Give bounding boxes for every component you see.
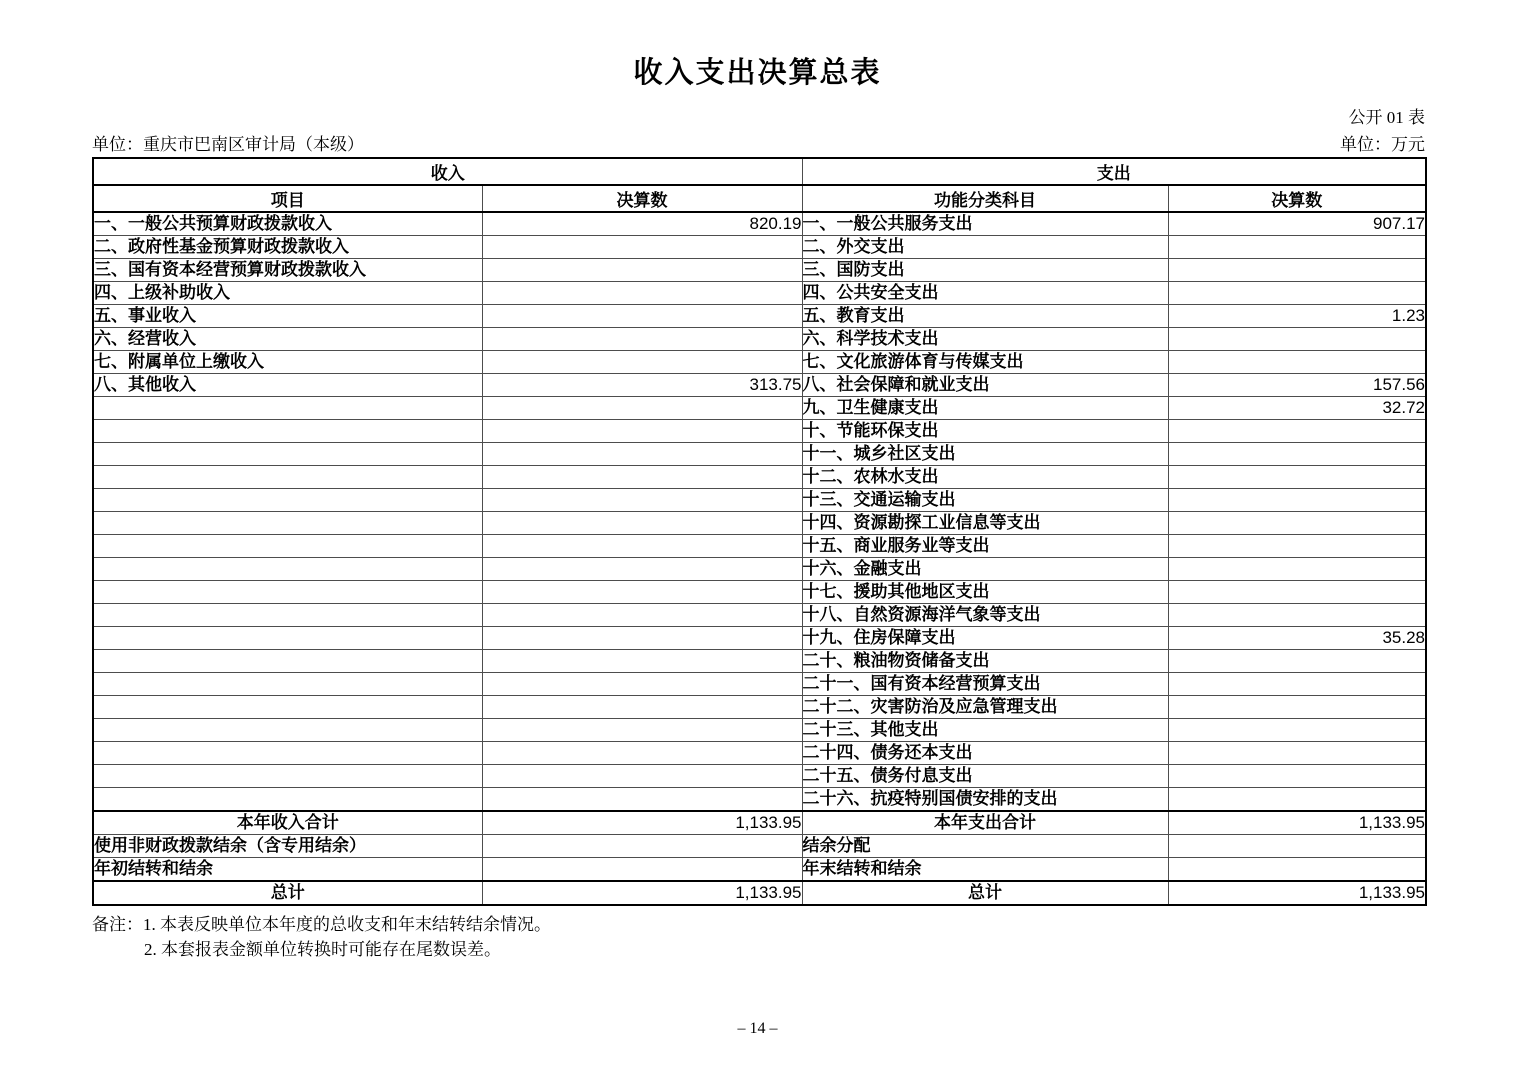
income-item-cell — [93, 466, 482, 489]
income-item-cell: 年初结转和结余 — [93, 858, 482, 882]
income-amount-cell — [482, 765, 802, 788]
table-row — [93, 719, 1426, 742]
expense-amount-cell: 907.17 — [1168, 212, 1426, 236]
income-item-cell — [93, 420, 482, 443]
income-amount-cell — [482, 719, 802, 742]
column-header-row — [93, 185, 1426, 212]
expense-item-cell: 八、社会保障和就业支出 — [802, 374, 1168, 397]
expense-item-cell: 结余分配 — [802, 835, 1168, 858]
table-body — [93, 212, 1426, 905]
expense-amount-cell — [1168, 282, 1426, 305]
income-item-cell — [93, 489, 482, 512]
expense-item-cell: 十、节能环保支出 — [802, 420, 1168, 443]
expense-item-cell: 一、一般公共服务支出 — [802, 212, 1168, 236]
income-item-cell: 七、附属单位上缴收入 — [93, 351, 482, 374]
expense-item-cell: 年末结转和结余 — [802, 858, 1168, 882]
table-row — [93, 212, 1426, 236]
table-row — [93, 305, 1426, 328]
income-item-cell: 六、经营收入 — [93, 328, 482, 351]
income-amount-cell — [482, 696, 802, 719]
table-row — [93, 627, 1426, 650]
page-number: – 14 – — [737, 1020, 778, 1037]
income-amount-cell — [482, 627, 802, 650]
footnotes — [92, 912, 1515, 962]
expense-item-cell: 十三、交通运输支出 — [802, 489, 1168, 512]
table-row — [93, 650, 1426, 673]
expense-item-cell: 十七、援助其他地区支出 — [802, 581, 1168, 604]
expense-amount-cell — [1168, 420, 1426, 443]
expense-amount-cell — [1168, 858, 1426, 882]
expense-amount-cell — [1168, 512, 1426, 535]
table-row — [93, 858, 1426, 882]
table-row — [93, 673, 1426, 696]
table-row — [93, 236, 1426, 259]
expense-item-cell: 二十五、债务付息支出 — [802, 765, 1168, 788]
unit-currency-label: 单位：万元 — [1340, 135, 1425, 154]
income-item-cell — [93, 627, 482, 650]
expense-amount-cell — [1168, 696, 1426, 719]
expense-item-cell: 本年支出合计 — [802, 811, 1168, 835]
expense-item-cell: 十八、自然资源海洋气象等支出 — [802, 604, 1168, 627]
income-amount-cell — [482, 535, 802, 558]
page-title: 收入支出决算总表 — [633, 57, 882, 89]
expense-amount-column-header: 决算数 — [1168, 185, 1426, 212]
expense-amount-cell — [1168, 443, 1426, 466]
expense-item-cell: 二十、粮油物资储备支出 — [802, 650, 1168, 673]
income-item-cell — [93, 742, 482, 765]
income-item-cell: 三、国有资本经营预算财政拨款收入 — [93, 259, 482, 282]
meta-row — [92, 130, 1425, 155]
expense-amount-cell — [1168, 673, 1426, 696]
income-amount-cell — [482, 788, 802, 812]
table-row — [93, 443, 1426, 466]
table-row — [93, 259, 1426, 282]
expense-amount-cell — [1168, 236, 1426, 259]
expense-item-cell: 十九、住房保障支出 — [802, 627, 1168, 650]
expense-amount-cell — [1168, 328, 1426, 351]
income-item-cell — [93, 719, 482, 742]
expense-item-cell: 二十一、国有资本经营预算支出 — [802, 673, 1168, 696]
income-amount-cell — [482, 443, 802, 466]
expense-amount-cell — [1168, 351, 1426, 374]
income-amount-cell — [482, 742, 802, 765]
expense-item-cell: 十六、金融支出 — [802, 558, 1168, 581]
table-row — [93, 374, 1426, 397]
expense-amount-cell: 1,133.95 — [1168, 811, 1426, 835]
expense-item-cell: 六、科学技术支出 — [802, 328, 1168, 351]
income-amount-cell — [482, 858, 802, 882]
income-amount-cell — [482, 581, 802, 604]
income-amount-cell — [482, 328, 802, 351]
income-item-cell — [93, 443, 482, 466]
expense-item-cell: 三、国防支出 — [802, 259, 1168, 282]
table-row — [93, 420, 1426, 443]
income-item-cell — [93, 535, 482, 558]
expense-item-cell: 九、卫生健康支出 — [802, 397, 1168, 420]
income-item-cell — [93, 604, 482, 627]
expense-amount-cell — [1168, 719, 1426, 742]
income-item-cell — [93, 765, 482, 788]
note-line-2: 2. 本套报表金额单位转换时可能存在尾数误差。 — [144, 940, 501, 959]
income-item-cell: 本年收入合计 — [93, 811, 482, 835]
table-row — [93, 881, 1426, 905]
expense-item-cell: 四、公共安全支出 — [802, 282, 1168, 305]
section-header-row — [93, 158, 1426, 185]
expense-item-cell: 二、外交支出 — [802, 236, 1168, 259]
income-item-cell: 使用非财政拨款结余（含专用结余） — [93, 835, 482, 858]
income-amount-cell — [482, 650, 802, 673]
income-item-cell — [93, 581, 482, 604]
income-amount-cell — [482, 305, 802, 328]
table-row — [93, 466, 1426, 489]
expense-section-header: 支出 — [802, 158, 1426, 185]
table-row — [93, 489, 1426, 512]
table-row — [93, 535, 1426, 558]
income-item-cell: 八、其他收入 — [93, 374, 482, 397]
income-amount-cell — [482, 512, 802, 535]
table-row — [93, 558, 1426, 581]
note-line-1: 备注：1. 本表反映单位本年度的总收支和年末结转结余情况。 — [92, 915, 551, 934]
income-item-cell: 二、政府性基金预算财政拨款收入 — [93, 236, 482, 259]
expense-amount-cell — [1168, 650, 1426, 673]
income-amount-cell: 1,133.95 — [482, 881, 802, 905]
income-item-cell — [93, 558, 482, 581]
expense-amount-cell — [1168, 466, 1426, 489]
expense-item-cell: 十五、商业服务业等支出 — [802, 535, 1168, 558]
income-amount-cell: 1,133.95 — [482, 811, 802, 835]
expense-amount-cell — [1168, 535, 1426, 558]
expense-amount-cell: 157.56 — [1168, 374, 1426, 397]
expense-amount-cell — [1168, 788, 1426, 812]
income-amount-cell — [482, 351, 802, 374]
income-amount-cell — [482, 397, 802, 420]
expense-amount-cell: 35.28 — [1168, 627, 1426, 650]
income-item-cell — [93, 788, 482, 812]
table-row — [93, 835, 1426, 858]
expense-item-cell: 十二、农林水支出 — [802, 466, 1168, 489]
income-amount-cell — [482, 489, 802, 512]
income-item-cell: 总计 — [93, 881, 482, 905]
table-row — [93, 512, 1426, 535]
income-amount-cell: 820.19 — [482, 212, 802, 236]
expense-item-column-header: 功能分类科目 — [802, 185, 1168, 212]
income-amount-cell — [482, 420, 802, 443]
table-row — [93, 282, 1426, 305]
expense-amount-cell — [1168, 604, 1426, 627]
income-section-header: 收入 — [93, 158, 802, 185]
expense-amount-cell — [1168, 489, 1426, 512]
expense-item-cell: 二十四、债务还本支出 — [802, 742, 1168, 765]
income-item-cell — [93, 696, 482, 719]
income-amount-cell — [482, 236, 802, 259]
income-amount-cell — [482, 466, 802, 489]
table-row — [93, 742, 1426, 765]
expense-amount-cell — [1168, 581, 1426, 604]
expense-amount-cell — [1168, 742, 1426, 765]
income-amount-column-header: 决算数 — [482, 185, 802, 212]
expense-item-cell: 七、文化旅游体育与传媒支出 — [802, 351, 1168, 374]
expense-amount-cell — [1168, 558, 1426, 581]
income-item-column-header: 项目 — [93, 185, 482, 212]
income-amount-cell — [482, 673, 802, 696]
table-row — [93, 696, 1426, 719]
table-row — [93, 788, 1426, 812]
table-row — [93, 328, 1426, 351]
income-item-cell — [93, 397, 482, 420]
income-amount-cell — [482, 259, 802, 282]
table-row — [93, 397, 1426, 420]
expense-amount-cell: 1.23 — [1168, 305, 1426, 328]
income-item-cell — [93, 673, 482, 696]
expense-amount-cell — [1168, 835, 1426, 858]
income-amount-cell — [482, 558, 802, 581]
unit-name-label: 单位：重庆市巴南区审计局（本级） — [92, 135, 364, 154]
income-amount-cell — [482, 604, 802, 627]
expense-amount-cell — [1168, 259, 1426, 282]
expense-item-cell: 二十三、其他支出 — [802, 719, 1168, 742]
income-item-cell: 五、事业收入 — [93, 305, 482, 328]
table-row — [93, 765, 1426, 788]
table-row — [93, 581, 1426, 604]
expense-amount-cell: 32.72 — [1168, 397, 1426, 420]
table-row — [93, 811, 1426, 835]
income-amount-cell — [482, 282, 802, 305]
expense-item-cell: 十一、城乡社区支出 — [802, 443, 1168, 466]
income-amount-cell — [482, 835, 802, 858]
expense-item-cell: 十四、资源勘探工业信息等支出 — [802, 512, 1168, 535]
expense-amount-cell — [1168, 765, 1426, 788]
income-item-cell: 四、上级补助收入 — [93, 282, 482, 305]
expense-item-cell: 二十二、灾害防治及应急管理支出 — [802, 696, 1168, 719]
table-row — [93, 351, 1426, 374]
income-amount-cell: 313.75 — [482, 374, 802, 397]
expense-item-cell: 五、教育支出 — [802, 305, 1168, 328]
table-row — [93, 604, 1426, 627]
doc-number-label: 公开 01 表 — [1348, 108, 1425, 127]
expense-amount-cell: 1,133.95 — [1168, 881, 1426, 905]
income-item-cell: 一、一般公共预算财政拨款收入 — [93, 212, 482, 236]
budget-summary-table — [92, 157, 1427, 906]
expense-item-cell: 二十六、抗疫特别国债安排的支出 — [802, 788, 1168, 812]
expense-item-cell: 总计 — [802, 881, 1168, 905]
income-item-cell — [93, 650, 482, 673]
income-item-cell — [93, 512, 482, 535]
